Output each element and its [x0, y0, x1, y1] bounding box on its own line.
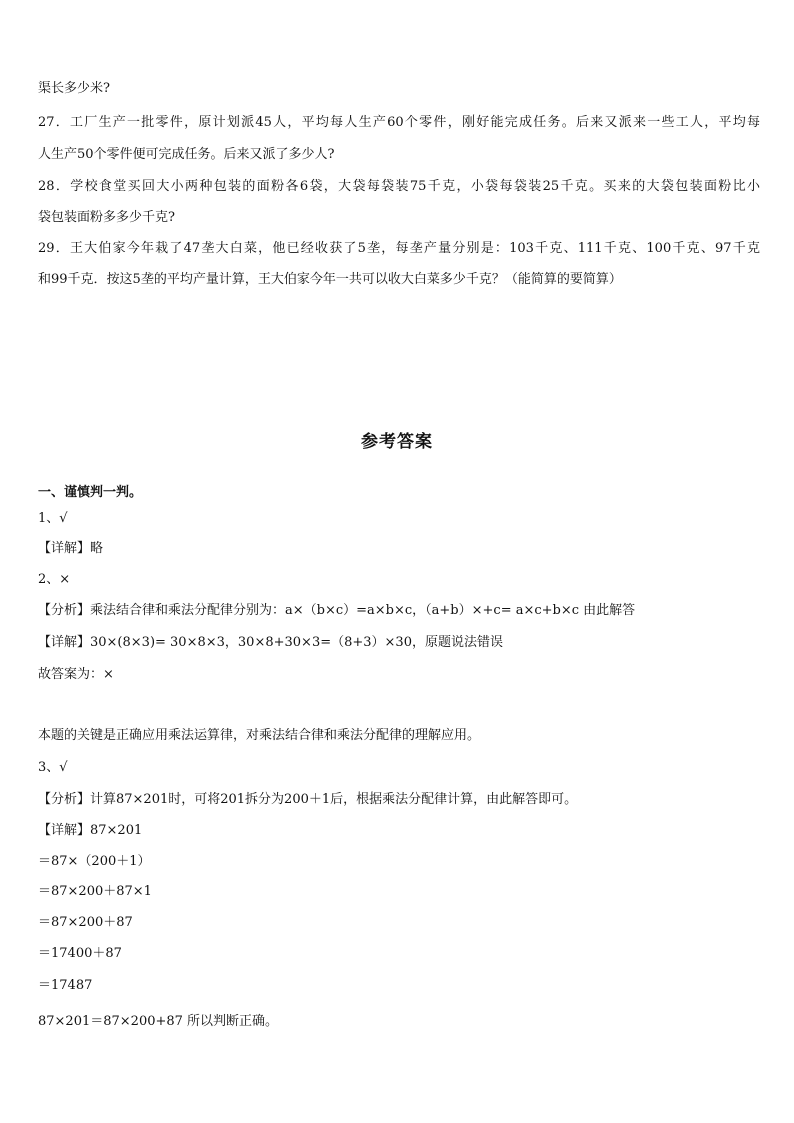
answer-3-detail: 【详解】87×201	[38, 823, 143, 838]
calc-step-5: ＝17487	[38, 978, 93, 993]
answer-1: 1、√	[38, 511, 68, 526]
question-27-line2: 人生产50个零件便可完成任务。后来又派了多少人?	[38, 147, 335, 162]
answer-3-conclusion: 87×201＝87×200+87 所以判断正确。	[38, 1014, 279, 1029]
answer-1-detail: 【详解】略	[38, 541, 104, 556]
calc-step-4: ＝17400＋87	[38, 946, 122, 961]
question-28-line2: 袋包装面粉多多少千克?	[38, 210, 175, 225]
question-29-line1: 29．王大伯家今年栽了47垄大白菜，他已经收获了5垄，每垄产量分别是：103千克、111千克、100千克、97千克	[38, 241, 760, 256]
answer-title: 参考答案	[361, 432, 433, 452]
answer-2-comment: 本题的关键是正确应用乘法运算律，对乘法结合律和乘法分配律的理解应用。	[38, 728, 481, 743]
question-28-line1: 28．学校食堂买回大小两种包装的面粉各6袋，大袋每袋装75千克，小袋每袋装25千克。买来的大袋包装面粉比小	[38, 179, 760, 194]
answer-3: 3、√	[38, 760, 68, 775]
calc-step-2: ＝87×200＋87×1	[38, 884, 152, 899]
answer-2: 2、×	[38, 572, 71, 587]
question-29-line2: 和99千克．按这5垄的平均产量计算，王大伯家今年一共可以收大白菜多少千克？（能简算的要简算）	[38, 272, 622, 287]
section-heading: 一、谨慎判一判。	[38, 485, 143, 500]
calc-step-3: ＝87×200＋87	[38, 915, 133, 930]
answer-2-detail: 【详解】30×(8×3)= 30×8×3，30×8+30×3=（8+3）×30，原题说法错误	[38, 635, 503, 650]
answer-2-conclusion: 故答案为：×	[38, 667, 114, 682]
calc-step-1: ＝87×（200＋1）	[38, 854, 151, 869]
answer-3-analysis: 【分析】计算87×201时，可将201拆分为200＋1后，根据乘法分配律计算，由此解答即可。	[38, 792, 578, 807]
answer-2-analysis: 【分析】乘法结合律和乘法分配律分别为：a×（b×c）=a×b×c，（a+b）×+c= a×c+b×c 由此解答	[38, 603, 636, 618]
question-27-line1: 27．工厂生产一批零件，原计划派45人，平均每人生产60个零件，刚好能完成任务。后来又派来一些工人，平均每	[38, 115, 760, 130]
question-26-tail: 渠长多少米?	[38, 81, 110, 96]
